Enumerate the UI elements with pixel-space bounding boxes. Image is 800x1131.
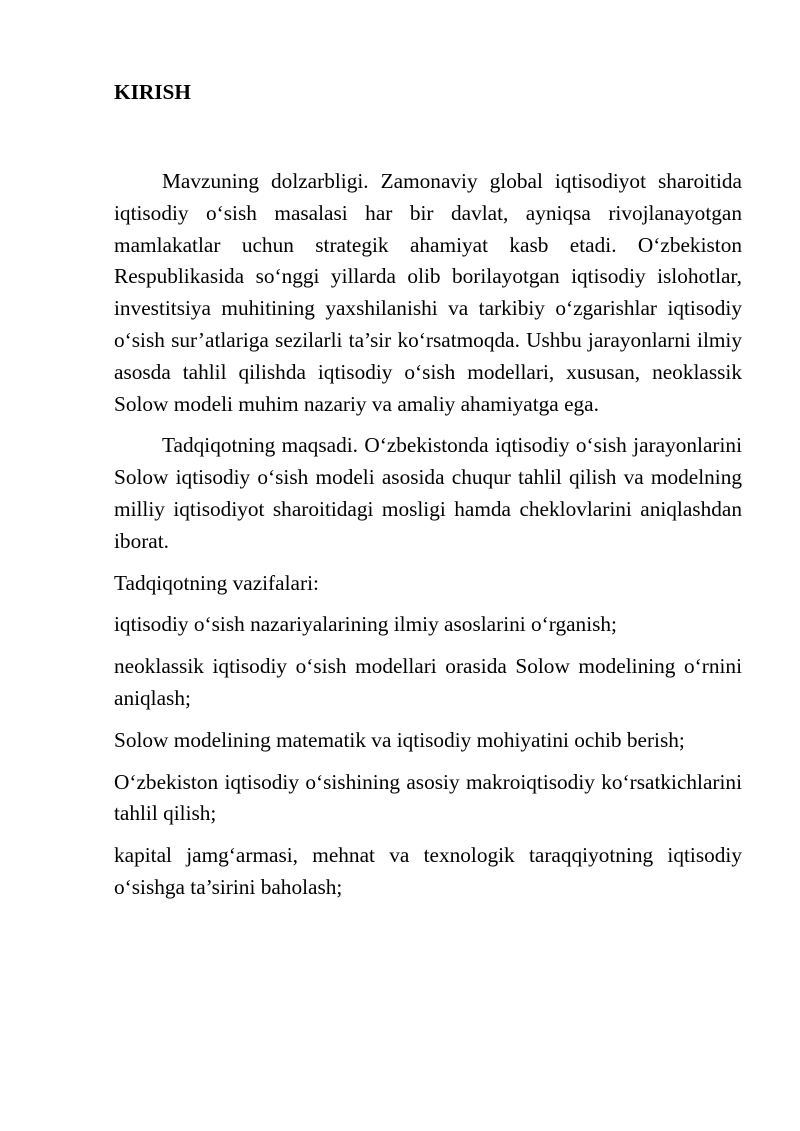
task-item: iqtisodiy o‘sish nazariyalarining ilmiy asoslarini o‘rganish; — [114, 612, 617, 637]
task-item: O‘zbekiston iqtisodiy o‘sishining asosiy makroiqtisodiy ko‘rsatkichlarini tahlil qilish; — [114, 769, 742, 826]
paragraph-relevance: Mavzuning dolzarbligi. Zamonaviy global iqtisodiyot sharoitida iqtisodiy o‘sish masalasi har bir davlat, ayniqsa rivojlanayotgan mamlakatlar uchun strategik ahamiyat kasb etadi. O‘zbekiston Respublikasida so‘nggi yillarda olib borilayotgan iqtisodiy islohotlar, investitsiya muhitining yaxshilanishi va tarkibiy o‘zgarishlar iqtisodiy o‘sish sur’atlariga sezilarli ta’sir ko‘rsatmoqda. Ushbu jarayonlarni ilmiy asosda tahlil qilishda iqtisodiy o‘sish modellari, xususan, neoklassik Solow modeli muhim nazariy va amaliy ahamiyatga ega. — [114, 169, 742, 416]
document-body — [114, 166, 742, 914]
paragraph-goal: Tadqiqotning maqsadi. O‘zbekistonda iqtisodiy o‘sish jarayonlarini Solow iqtisodiy o‘sish modeli asosida chuqur tahlil qilish va modelning milliy iqtisodiyot sharoitidagi mosligi hamda cheklovlarini aniqlashdan iborat. — [114, 433, 742, 553]
task-item: Solow modelining matematik va iqtisodiy mohiyatini ochib berish; — [114, 727, 685, 752]
task-item: neoklassik iqtisodiy o‘sish modellari orasida Solow modelining o‘rnini aniqlash; — [114, 654, 742, 710]
document-page — [114, 0, 742, 1131]
task-item: kapital jamg‘armasi, mehnat va texnologik taraqqiyotning iqtisodiy o‘sishga ta’sirini baholash; — [114, 843, 742, 899]
paragraph-tasks-title: Tadqiqotning vazifalari: — [114, 570, 319, 595]
section-heading: KIRISH — [114, 80, 191, 104]
